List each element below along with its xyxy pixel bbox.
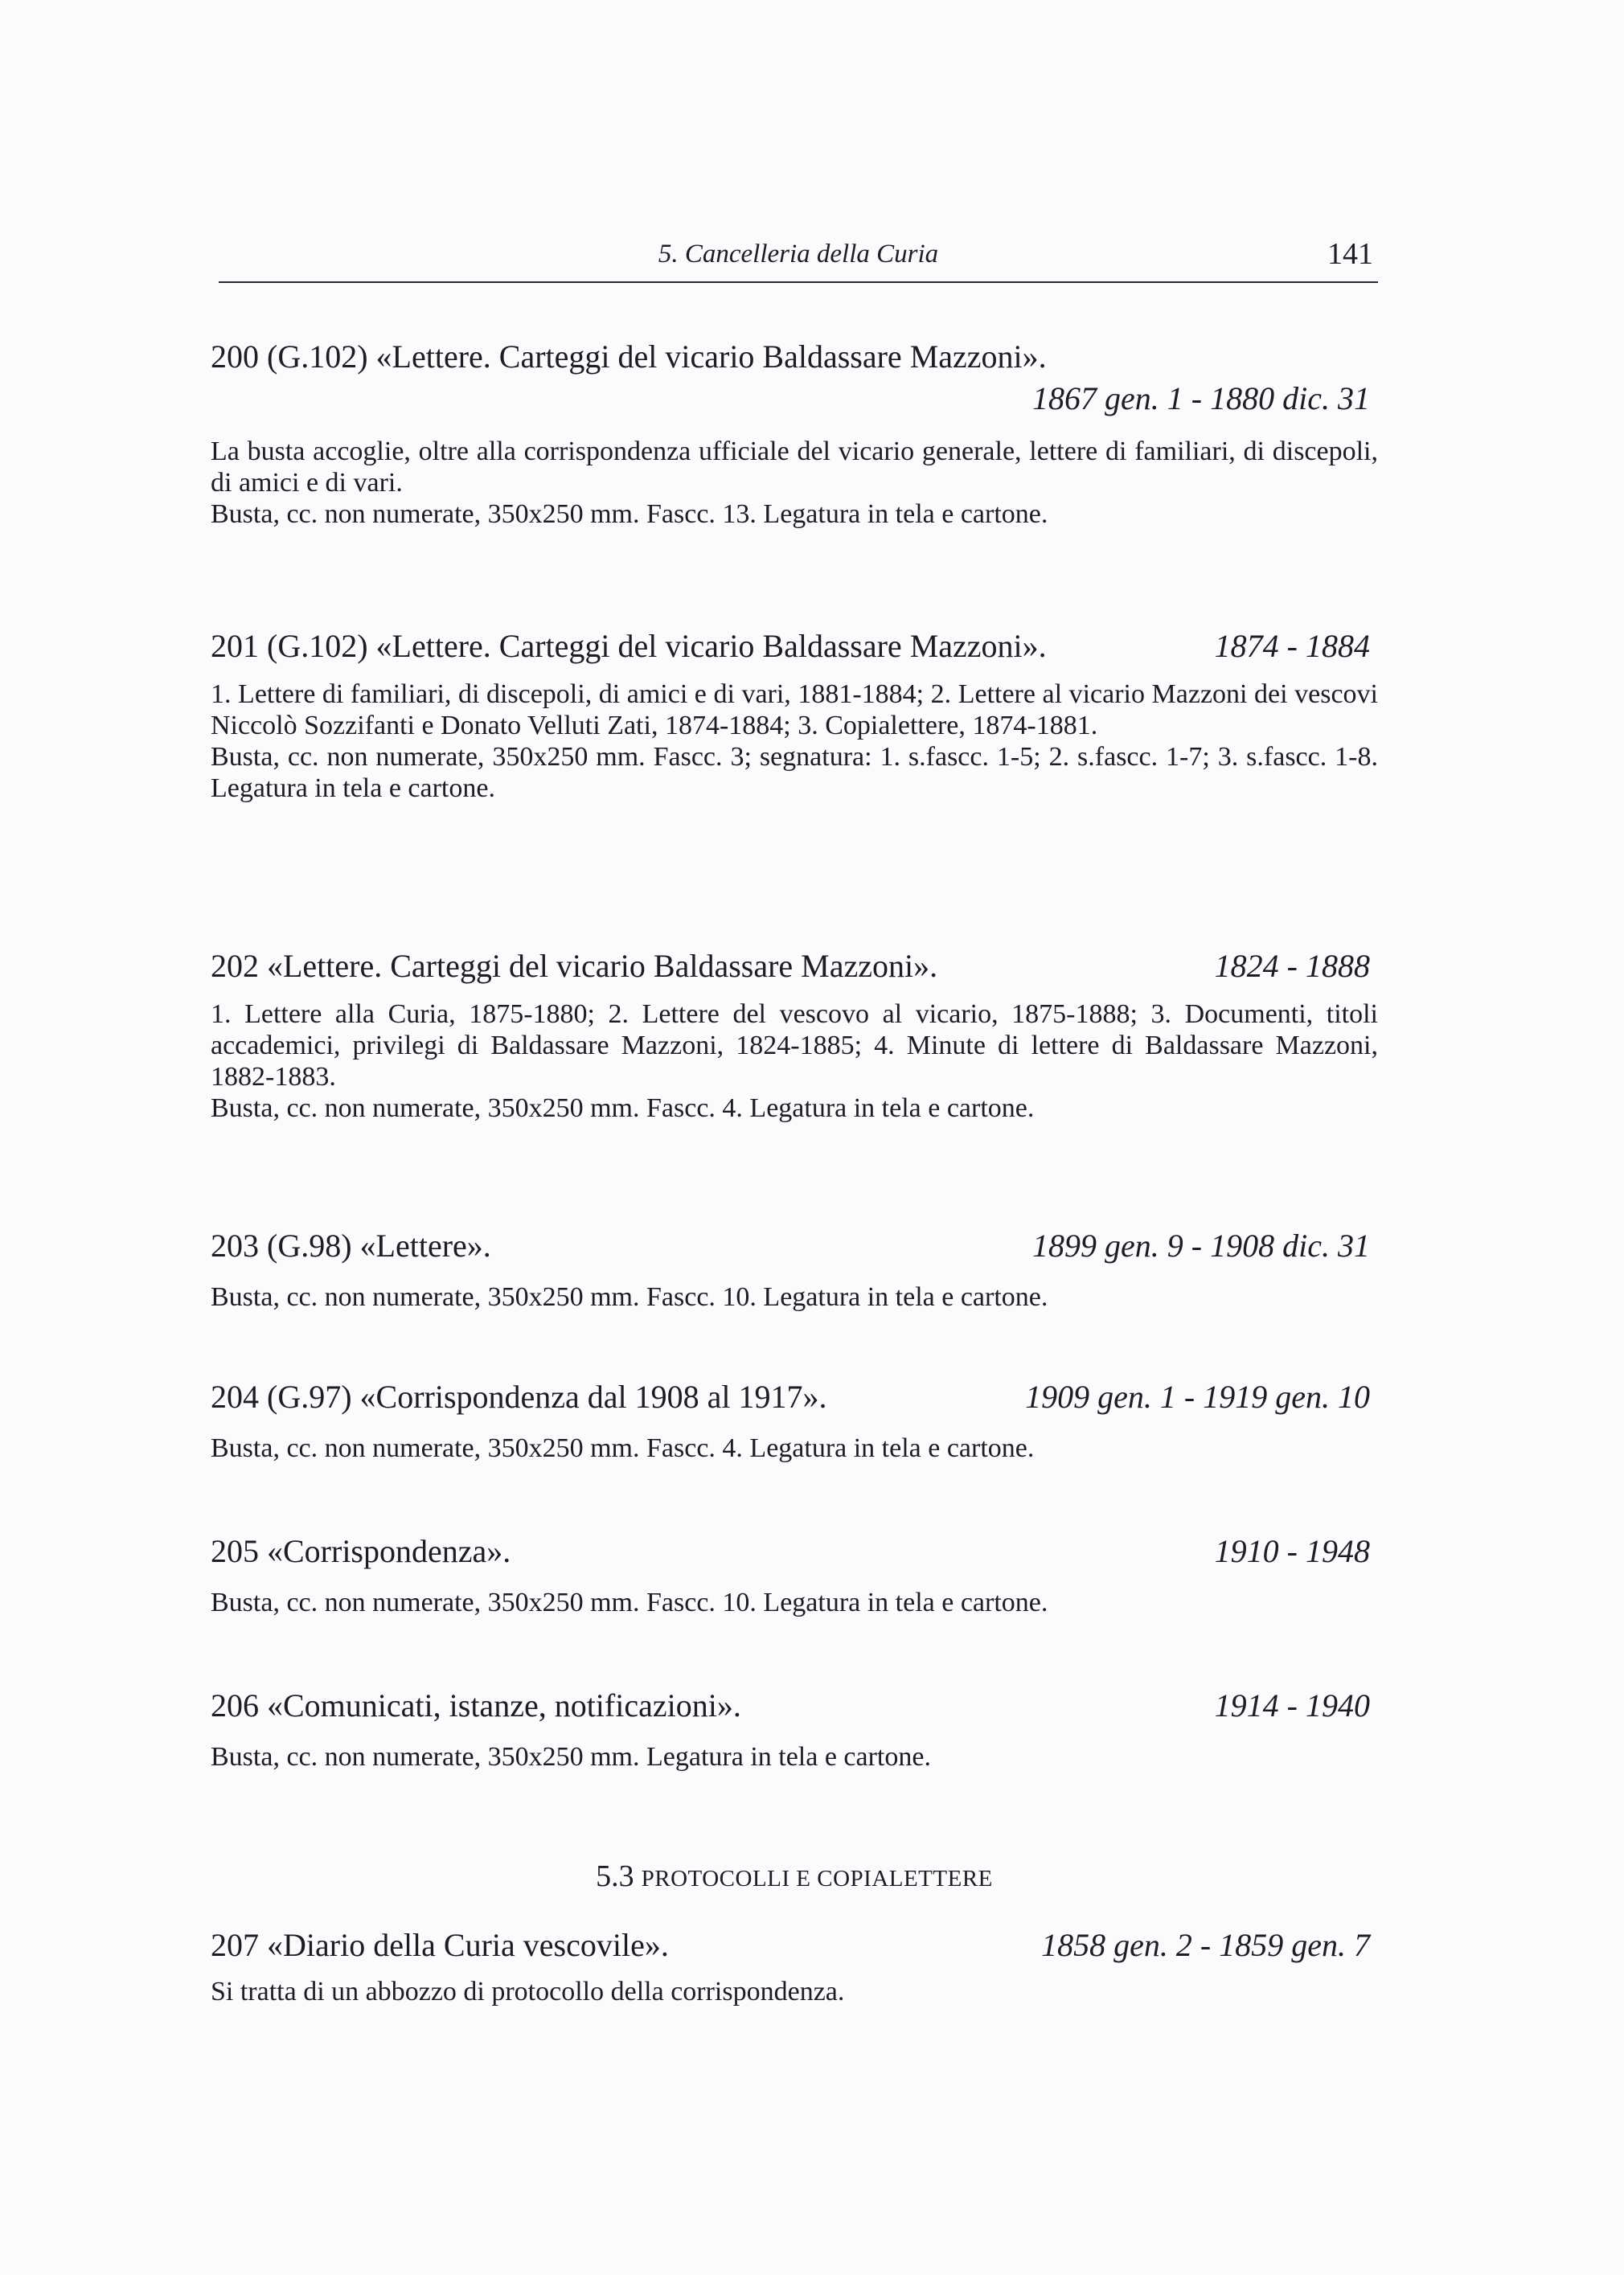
entry-title: 201 (G.102) «Lettere. Carteggi del vicario Baldassare Mazzoni». [211,628,1047,664]
entry-heading [211,625,1378,667]
entry-date: 1899 gen. 9 - 1908 dic. 31 [1032,1228,1370,1264]
entry-title: 203 (G.98) «Lettere». [211,1228,491,1264]
running-header [219,233,1378,283]
entry-physical-description: Busta, cc. non numerate, 350x250 mm. Fascc. 10. Legatura in tela e cartone. [211,1282,1048,1312]
section-heading [211,1859,1378,1894]
entry-paragraph: 1. Lettere di familiari, di discepoli, di amici e di vari, 1881-1884; 2. Lettere al vicario Mazzoni dei vescovi Niccolò Sozzifanti e Donato Velluti Zati, 1874-1884; 3. Copialettere, 1874-1881. [211,679,1378,740]
entry-title: 202 «Lettere. Carteggi del vicario Baldassare Mazzoni». [211,948,938,984]
entry-physical-description: Busta, cc. non numerate, 350x250 mm. Fascc. 13. Legatura in tela e cartone. [211,499,1048,529]
entry-title: 206 «Comunicati, istanze, notificazioni». [211,1687,741,1724]
catalog-entry [211,1225,1378,1313]
entry-paragraph: La busta accoglie, oltre alla corrispondenza ufficiale del vicario generale, lettere di familiari, di discepoli, di amici e di vari. [211,437,1378,498]
entry-title: 207 «Diario della Curia vescovile». [211,1927,669,1963]
entry-physical-description: Busta, cc. non numerate, 350x250 mm. Fascc. 4. Legatura in tela e cartone. [211,1093,1035,1123]
section-number: 5.3 [596,1859,634,1893]
entry-heading [211,1925,1378,1966]
catalog-entry [211,1925,1378,2007]
entry-description [211,1587,1378,1618]
entry-heading [211,1376,1378,1418]
entry-paragraph: Si tratta di un abbozzo di protocollo della corrispondenza. [211,1977,845,2007]
entry-date: 1867 gen. 1 - 1880 dic. 31 [1032,380,1370,416]
book-page [211,0,1378,2275]
page-number: 141 [1327,237,1373,271]
catalog-entry [211,1376,1378,1464]
entry-date: 1909 gen. 1 - 1919 gen. 10 [1025,1379,1370,1415]
catalog-entry [211,625,1378,804]
entry-physical-description: Busta, cc. non numerate, 350x250 mm. Fascc. 3; segnatura: 1. s.fascc. 1-5; 2. s.fascc. 1-7; 3. s.fascc. 1-8. Legatura in tela e cartone. [211,742,1378,803]
entry-description [211,1433,1378,1464]
catalog-entry [211,1531,1378,1618]
entry-title: 205 «Corrispondenza». [211,1533,511,1569]
entry-physical-description: Busta, cc. non numerate, 350x250 mm. Legatura in tela e cartone. [211,1742,931,1772]
entry-description [211,1281,1378,1313]
entry-heading [211,945,1378,987]
entry-description [211,1741,1378,1773]
entry-date: 1858 gen. 2 - 1859 gen. 7 [1041,1927,1370,1963]
entry-date: 1910 - 1948 [1214,1533,1370,1569]
catalog-entry [211,945,1378,1124]
running-title: 5. Cancelleria della Curia [658,240,939,268]
catalog-entry [211,1685,1378,1773]
entry-date: 1824 - 1888 [1214,948,1370,984]
entry-date: 1914 - 1940 [1214,1687,1370,1724]
entry-physical-description: Busta, cc. non numerate, 350x250 mm. Fascc. 4. Legatura in tela e cartone. [211,1433,1035,1463]
entry-title: 204 (G.97) «Corrispondenza dal 1908 al 1917». [211,1379,827,1415]
entry-description [211,678,1378,804]
entry-heading [211,336,1378,420]
entry-heading [211,1685,1378,1727]
entry-description [211,436,1378,530]
entry-paragraph: 1. Lettere alla Curia, 1875-1880; 2. Lettere del vescovo al vicario, 1875-1888; 3. Documenti, titoli accademici, privilegi di Baldassare Mazzoni, 1824-1885; 4. Minute di lettere di Baldassare Mazzoni, 1882-1883. [211,999,1378,1092]
entry-description [211,998,1378,1124]
entry-heading [211,1531,1378,1572]
catalog-entry [211,336,1378,530]
section-title: PROTOCOLLI E COPIALETTERE [641,1866,993,1892]
entry-heading [211,1225,1378,1267]
entry-title: 200 (G.102) «Lettere. Carteggi del vicario Baldassare Mazzoni». [211,338,1047,375]
entry-date: 1874 - 1884 [1214,628,1370,664]
entry-physical-description: Busta, cc. non numerate, 350x250 mm. Fascc. 10. Legatura in tela e cartone. [211,1588,1048,1617]
entry-description [211,1976,1378,2007]
